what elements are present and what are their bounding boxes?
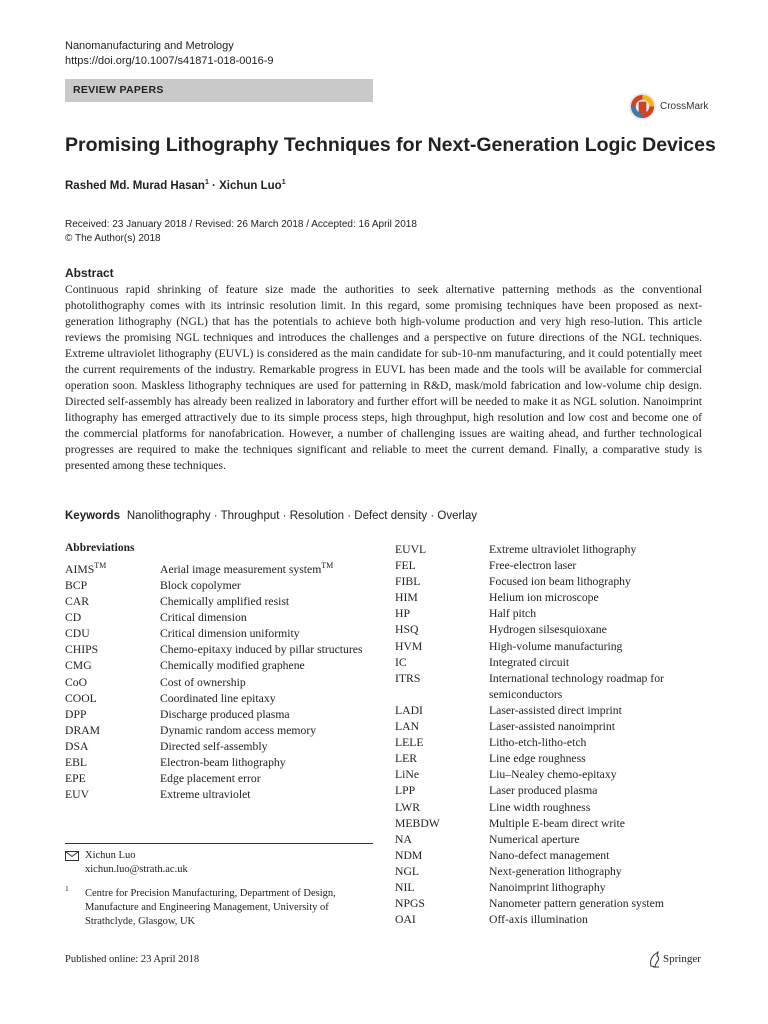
abbreviation-term bbox=[395, 606, 489, 622]
abbreviation-term bbox=[395, 767, 489, 783]
abbreviation-term bbox=[65, 771, 160, 787]
abbreviation-row bbox=[395, 542, 715, 558]
keyword: Defect density bbox=[354, 510, 428, 522]
abbreviation-definition-text: Multiple E-beam direct write bbox=[489, 816, 625, 830]
abbreviation-definition bbox=[489, 639, 715, 655]
abbreviation-row bbox=[395, 671, 715, 703]
abbreviation-definition-text: Focused ion beam lithography bbox=[489, 575, 631, 589]
abbreviation-term bbox=[65, 558, 160, 578]
author-affiliation-marker: 1 bbox=[204, 179, 209, 186]
abbreviation-row bbox=[395, 848, 715, 864]
abbreviation-term-text: AIMS bbox=[65, 562, 95, 576]
abbreviation-definition-text: Block copolymer bbox=[160, 578, 241, 592]
abbreviation-definition-text: Critical dimension bbox=[160, 611, 247, 625]
abbreviation-term-text: IC bbox=[395, 655, 407, 669]
keyword-separator: · bbox=[344, 510, 355, 522]
abbreviation-term bbox=[65, 594, 160, 610]
abbreviation-term-text: CHIPS bbox=[65, 643, 99, 657]
abbreviation-row bbox=[395, 832, 715, 848]
abbreviation-term bbox=[65, 723, 160, 739]
abbreviation-row bbox=[395, 767, 715, 783]
abbreviation-term bbox=[395, 590, 489, 606]
published-online-date: Published online: 23 April 2018 bbox=[65, 954, 200, 965]
abbreviation-definition-text: Liu–Nealey chemo-epitaxy bbox=[489, 768, 617, 782]
abbreviation-row bbox=[395, 622, 715, 638]
abbreviation-term bbox=[65, 610, 160, 626]
abbreviation-definition-text: Half pitch bbox=[489, 607, 537, 621]
keyword-separator: · bbox=[427, 510, 438, 522]
abbreviation-term-text: HVM bbox=[395, 639, 423, 653]
abbreviation-row bbox=[65, 755, 373, 771]
abbreviation-definition-text: Coordinated line epitaxy bbox=[160, 691, 276, 705]
abbreviation-term-text: HIM bbox=[395, 591, 418, 605]
abbreviation-definition bbox=[160, 723, 373, 739]
journal-name: Nanomanufacturing and Metrology bbox=[65, 40, 234, 52]
abbreviation-term-text: NA bbox=[395, 832, 412, 846]
abbreviation-term-text: LWR bbox=[395, 800, 421, 814]
abbreviation-definition-text: Chemo-epitaxy induced by pillar structures bbox=[160, 643, 363, 657]
abbreviations-heading: Abbreviations bbox=[65, 542, 135, 554]
abbreviation-definition-text: Discharge produced plasma bbox=[160, 707, 290, 721]
abbreviation-row bbox=[65, 787, 373, 803]
abbreviation-row bbox=[395, 606, 715, 622]
abbreviation-term-text: FIBL bbox=[395, 575, 421, 589]
abbreviation-definition bbox=[160, 594, 373, 610]
abbreviation-term-text: LADI bbox=[395, 703, 423, 717]
crossmark-badge[interactable] bbox=[628, 92, 740, 126]
abbreviation-term bbox=[65, 626, 160, 642]
abbreviation-definition-text: Integrated circuit bbox=[489, 655, 570, 669]
abbreviation-term bbox=[65, 675, 160, 691]
author-name: Rashed Md. Murad Hasan bbox=[65, 179, 205, 192]
abbreviations-column-left bbox=[65, 558, 373, 803]
abbreviation-definition bbox=[489, 622, 715, 638]
abbreviation-definition bbox=[489, 574, 715, 590]
abbreviation-definition-text: Critical dimension uniformity bbox=[160, 627, 300, 641]
abbreviation-row bbox=[395, 735, 715, 751]
abbreviation-term bbox=[65, 755, 160, 771]
abbreviation-definition bbox=[489, 783, 715, 799]
abbreviation-term bbox=[395, 574, 489, 590]
doi-link[interactable]: https://doi.org/10.1007/s41871-018-0016-9 bbox=[65, 55, 274, 67]
abbreviation-row bbox=[395, 880, 715, 896]
abbreviation-definition bbox=[489, 671, 715, 703]
abbreviation-row bbox=[65, 578, 373, 594]
abbreviation-row bbox=[395, 655, 715, 671]
abbreviation-term bbox=[65, 658, 160, 674]
abbreviation-definition-text: Free-electron laser bbox=[489, 559, 577, 573]
abbreviations-column-right bbox=[395, 542, 715, 928]
abbreviation-definition bbox=[489, 751, 715, 767]
abbreviation-definition-text: Nano-defect management bbox=[489, 848, 610, 862]
abbreviation-definition-text: Laser produced plasma bbox=[489, 784, 598, 798]
paper-title: Promising Lithography Techniques for Next-Generation Logic Devices bbox=[65, 134, 716, 156]
abbreviation-term-text: NPGS bbox=[395, 897, 425, 911]
affiliation-number: 1 bbox=[65, 884, 69, 893]
abbreviation-definition-text: Electron-beam lithography bbox=[160, 756, 286, 770]
abbreviation-term bbox=[395, 655, 489, 671]
abbreviation-row bbox=[395, 558, 715, 574]
abbreviation-row bbox=[395, 783, 715, 799]
abbreviation-term bbox=[395, 671, 489, 703]
abbreviation-definition bbox=[160, 755, 373, 771]
abbreviation-term bbox=[395, 703, 489, 719]
abbreviation-term bbox=[395, 816, 489, 832]
abbreviation-row bbox=[395, 896, 715, 912]
abbreviation-definition-text: Nanometer pattern generation system bbox=[489, 897, 664, 911]
abbreviation-term bbox=[395, 783, 489, 799]
author-list bbox=[65, 179, 286, 192]
abbreviation-term bbox=[65, 642, 160, 658]
abbreviation-term-text: NGL bbox=[395, 864, 420, 878]
abbreviation-definition bbox=[160, 787, 373, 803]
abbreviation-term-text: DPP bbox=[65, 707, 87, 721]
abbreviation-row bbox=[395, 912, 715, 928]
abbreviation-term-text: EPE bbox=[65, 772, 86, 786]
abbreviation-term-text: CAR bbox=[65, 595, 90, 609]
abbreviation-term-text: LELE bbox=[395, 736, 424, 750]
abbreviation-term bbox=[395, 622, 489, 638]
keywords-heading: Keywords bbox=[65, 510, 120, 522]
abbreviation-definition-text: Chemically modified graphene bbox=[160, 659, 305, 673]
abbreviation-term-text: LPP bbox=[395, 784, 416, 798]
abbreviation-definition-text: Dynamic random access memory bbox=[160, 723, 317, 737]
abbreviation-term-text: NIL bbox=[395, 880, 415, 894]
abbreviation-term-text: MEBDW bbox=[395, 816, 440, 830]
abbreviation-row bbox=[65, 707, 373, 723]
abbreviation-definition-text: Hydrogen silsesquioxane bbox=[489, 623, 607, 637]
abbreviation-definition bbox=[489, 767, 715, 783]
abbreviation-term-text: DSA bbox=[65, 739, 89, 753]
abbreviation-definition-text: Line edge roughness bbox=[489, 752, 586, 766]
abbreviation-term-text: COOL bbox=[65, 691, 97, 705]
abbreviation-term-text: CDU bbox=[65, 627, 90, 641]
abbreviation-term bbox=[65, 578, 160, 594]
abbreviation-row bbox=[65, 626, 373, 642]
abbreviation-row bbox=[395, 816, 715, 832]
abbreviation-term bbox=[395, 800, 489, 816]
affiliation-text: Centre for Precision Manufacturing, Department of Design, Manufacture and Engineering Management, University of Strathclyde, Glasgow, UK bbox=[85, 888, 336, 927]
abbreviation-row bbox=[65, 594, 373, 610]
abbreviation-term bbox=[395, 880, 489, 896]
keyword: Overlay bbox=[437, 510, 477, 522]
abbreviation-term bbox=[395, 864, 489, 880]
abbreviation-definition-text: Nanoimprint lithography bbox=[489, 880, 606, 894]
abbreviation-term-text: CMG bbox=[65, 659, 92, 673]
abbreviation-definition bbox=[160, 642, 373, 658]
abbreviation-definition-text: Line width roughness bbox=[489, 800, 591, 814]
abbreviation-term bbox=[395, 558, 489, 574]
abbreviation-definition bbox=[489, 655, 715, 671]
abbreviation-definition-text: High-volume manufacturing bbox=[489, 639, 623, 653]
abbreviation-term-text: LER bbox=[395, 752, 418, 766]
keyword: Resolution bbox=[289, 510, 345, 522]
abbreviation-term-text: LiNe bbox=[395, 768, 420, 782]
abbreviation-row bbox=[65, 642, 373, 658]
abbreviation-definition bbox=[489, 832, 715, 848]
abbreviation-row bbox=[395, 590, 715, 606]
abbreviation-definition bbox=[489, 542, 715, 558]
abbreviation-definition-text: Chemically amplified resist bbox=[160, 595, 290, 609]
abbreviation-definition bbox=[489, 912, 715, 928]
abbreviation-definition bbox=[489, 880, 715, 896]
abbreviation-definition bbox=[160, 691, 373, 707]
abbreviation-definition bbox=[160, 658, 373, 674]
abbreviation-row bbox=[395, 703, 715, 719]
abbreviation-definition bbox=[489, 558, 715, 574]
author-name: Xichun Luo bbox=[219, 179, 282, 192]
abbreviation-term-text: HP bbox=[395, 607, 410, 621]
publisher-name: Springer bbox=[663, 953, 701, 965]
abbreviation-term-text: EUVL bbox=[395, 543, 427, 556]
abbreviation-definition bbox=[489, 719, 715, 735]
abbreviation-term bbox=[395, 719, 489, 735]
abbreviation-row bbox=[395, 800, 715, 816]
abbreviation-definition bbox=[489, 703, 715, 719]
abbreviation-row bbox=[395, 864, 715, 880]
abbreviation-term-text: FEL bbox=[395, 559, 416, 573]
abbreviation-term-text: CD bbox=[65, 611, 82, 625]
abbreviation-definition-text: Laser-assisted nanoimprint bbox=[489, 720, 616, 734]
abbreviation-term bbox=[65, 787, 160, 803]
abbreviation-definition-text: Helium ion microscope bbox=[489, 591, 599, 605]
abbreviation-term bbox=[395, 848, 489, 864]
abbreviation-definition bbox=[160, 578, 373, 594]
abbreviation-term-text: ITRS bbox=[395, 671, 421, 685]
keywords-line bbox=[65, 510, 477, 522]
crossmark-label: CrossMark bbox=[660, 101, 709, 112]
abbreviation-term bbox=[395, 735, 489, 751]
copyright-line: © The Author(s) 2018 bbox=[65, 233, 161, 244]
abbreviation-definition-text: Edge placement error bbox=[160, 772, 261, 786]
keywords-list bbox=[127, 510, 477, 522]
abbreviation-term bbox=[65, 707, 160, 723]
keyword-separator: · bbox=[210, 510, 221, 522]
abbreviation-definition bbox=[160, 626, 373, 642]
received-dates: Received: 23 January 2018 / Revised: 26 March 2018 / Accepted: 16 April 2018 bbox=[65, 219, 417, 230]
abbreviation-definition-text: Laser-assisted direct imprint bbox=[489, 703, 622, 717]
abbreviation-definition bbox=[489, 606, 715, 622]
footnote-divider bbox=[65, 843, 373, 844]
abbreviation-definition-text: Off-axis illumination bbox=[489, 913, 588, 927]
trademark-superscript: TM bbox=[321, 561, 334, 570]
abbreviation-definition bbox=[489, 896, 715, 912]
abbreviation-term bbox=[395, 832, 489, 848]
abbreviation-definition-text: Next-generation lithography bbox=[489, 864, 622, 878]
abbreviation-definition-text: Directed self-assembly bbox=[160, 739, 268, 753]
abbreviation-row bbox=[65, 558, 373, 578]
abbreviation-definition-text: International technology roadmap for semiconductors bbox=[489, 671, 664, 701]
abbreviation-definition-text: Litho-etch-litho-etch bbox=[489, 736, 587, 750]
abbreviation-row bbox=[65, 723, 373, 739]
abbreviation-definition-text: Aerial image measurement system bbox=[160, 562, 322, 576]
abbreviation-definition bbox=[160, 707, 373, 723]
keyword: Nanolithography bbox=[126, 510, 211, 522]
abstract-heading: Abstract bbox=[65, 266, 114, 280]
abbreviation-row bbox=[395, 751, 715, 767]
abbreviation-term-text: DRAM bbox=[65, 723, 101, 737]
section-label: REVIEW PAPERS bbox=[73, 84, 164, 96]
abbreviation-definition bbox=[489, 816, 715, 832]
abbreviation-definition-text: Extreme ultraviolet bbox=[160, 788, 251, 802]
keyword-separator: · bbox=[279, 510, 290, 522]
keyword: Throughput bbox=[220, 510, 280, 522]
abbreviation-term bbox=[395, 896, 489, 912]
abbreviation-term-text: EUV bbox=[65, 788, 90, 802]
abbreviation-definition bbox=[489, 590, 715, 606]
abbreviation-term-text: CoO bbox=[65, 675, 88, 689]
crossmark-logo-icon bbox=[628, 92, 657, 121]
abbreviation-row bbox=[65, 739, 373, 755]
abbreviation-term-text: BCP bbox=[65, 578, 88, 592]
abbreviation-term bbox=[395, 542, 489, 558]
abbreviation-definition bbox=[489, 848, 715, 864]
abbreviation-row bbox=[395, 574, 715, 590]
abbreviation-definition bbox=[489, 800, 715, 816]
abbreviation-row bbox=[395, 639, 715, 655]
abbreviation-definition bbox=[160, 675, 373, 691]
corresponding-author-name: Xichun Luo bbox=[85, 850, 136, 861]
abbreviation-row bbox=[65, 691, 373, 707]
abbreviation-term bbox=[395, 751, 489, 767]
abbreviation-term-text: EBL bbox=[65, 756, 88, 770]
trademark-superscript: TM bbox=[94, 561, 107, 570]
abstract-text: Continuous rapid shrinking of feature size made the authorities to seek alternative patterning methods as the conventional photolithography comes with its intrinsic resolution limit. In this regard, some promising techniques have been proposed as next-generation lithography (NGL) that has the potentials to achieve both high-volume production and very high reso-lution. This article reviews the promising NGL techniques and introduces the challenges and a perspective on future directions of the NGL techniques. Extreme ultraviolet lithography (EUVL) is considered as the main candidate for sub-10-nm manufacturing, and it could potentially meet the current requirements of the industry. Remarkable progress in EUVL has been made and the tools will be available for commercial operation soon. Maskless lithography techniques are used for patterning in R&D, mask/mold fabrication and low-volume chip design. Directed self-assembly has already been realized in laboratory and further effort will be needed to make it as NGL solution. Nanoimprint lithography has emerged attractively due to its simple process steps, high throughput, high resolution and low cost and become one of the commercial platforms for nanofabrication. However, a number of challenging issues are waiting ahead, and further technological progresses are required to make the techniques significant and reliable to meet the current demand. Finally, a comparative study is presented among these techniques. bbox=[65, 283, 702, 472]
springer-horse-icon bbox=[648, 951, 661, 968]
abbreviation-definition bbox=[160, 558, 373, 578]
abbreviation-definition bbox=[489, 864, 715, 880]
corresponding-author-email[interactable]: xichun.luo@strath.ac.uk bbox=[85, 864, 188, 875]
author-affiliation-marker: 1 bbox=[281, 179, 286, 186]
abbreviation-term-text: NDM bbox=[395, 848, 423, 862]
abbreviation-row bbox=[65, 675, 373, 691]
abbreviation-term-text: HSQ bbox=[395, 623, 419, 637]
abbreviation-definition bbox=[160, 610, 373, 626]
abbreviation-definition-text: Extreme ultraviolet lithography bbox=[489, 543, 637, 556]
abbreviation-term bbox=[395, 639, 489, 655]
envelope-icon bbox=[65, 851, 79, 861]
abbreviation-row bbox=[395, 719, 715, 735]
abbreviation-definition bbox=[489, 735, 715, 751]
abbreviation-definition-text: Cost of ownership bbox=[160, 675, 246, 689]
abbreviation-term-text: OAI bbox=[395, 913, 416, 927]
abbreviation-term bbox=[395, 912, 489, 928]
abbreviation-row bbox=[65, 658, 373, 674]
abbreviation-definition-text: Numerical aperture bbox=[489, 832, 580, 846]
abbreviation-term-text: LAN bbox=[395, 720, 420, 734]
abbreviation-definition bbox=[160, 771, 373, 787]
author-separator: · bbox=[208, 179, 220, 192]
abbreviation-row bbox=[65, 610, 373, 626]
abbreviation-term bbox=[65, 739, 160, 755]
abbreviation-row bbox=[65, 771, 373, 787]
abbreviation-term bbox=[65, 691, 160, 707]
abbreviation-definition bbox=[160, 739, 373, 755]
